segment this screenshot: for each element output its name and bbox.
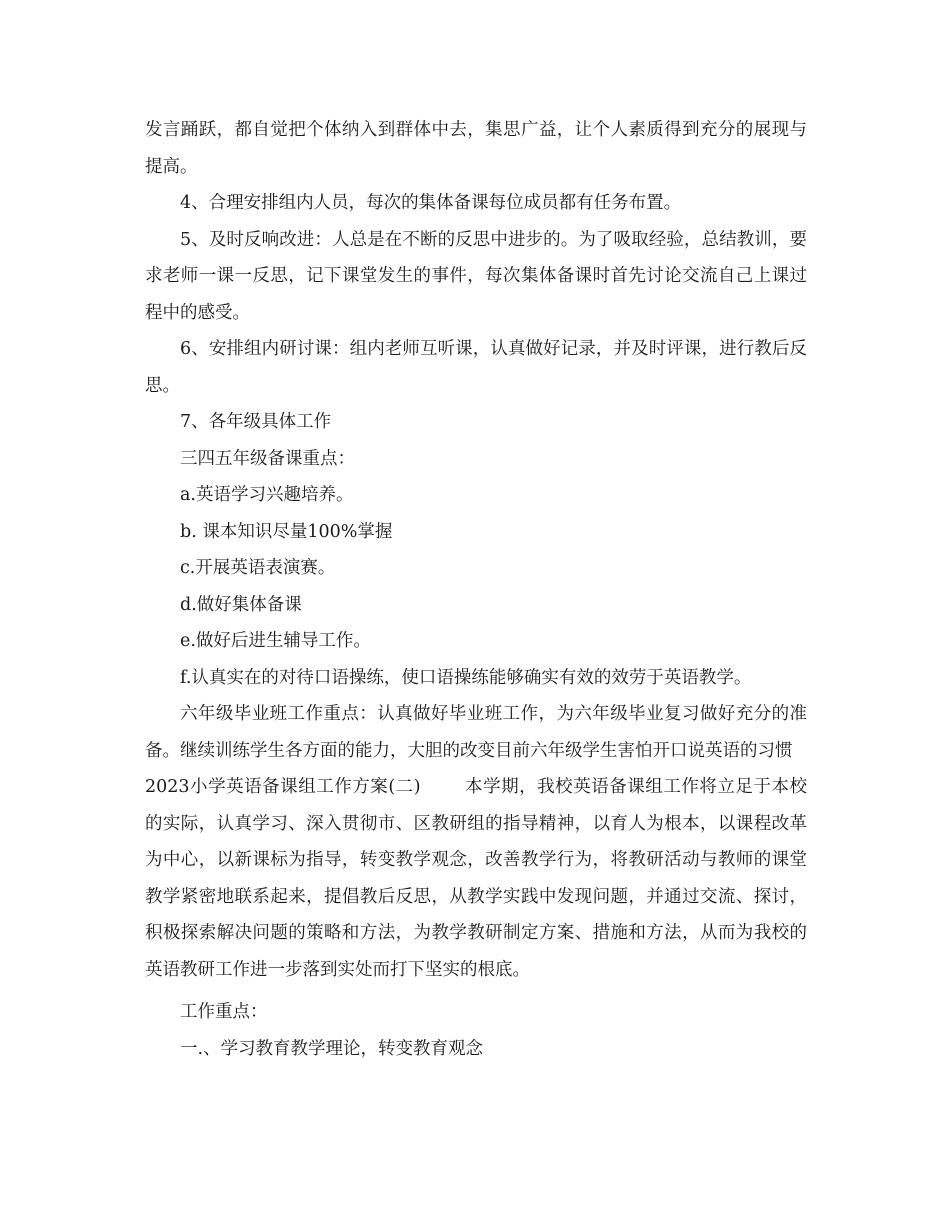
paragraph-grade-345-heading: 三四五年级备课重点： [180, 448, 355, 469]
paragraph-item-5: 5、及时反响改进：人总是在不断的反思中进步的。为了吸取经验，总结教训，要求老师一课一反思，记下课堂发生的事件，每次集体备课时首先讨论交流自己上课过程中的感受。 [145, 229, 807, 323]
paragraph-item-7: 7、各年级具体工作 [180, 412, 332, 432]
list-item-b: b. 课本知识尽量100%掌握 [180, 521, 393, 542]
paragraph-item-4: 4、合理安排组内人员，每次的集体备课每位成员都有任务布置。 [180, 193, 682, 213]
list-item-c: c.开展英语表演赛。 [180, 558, 336, 578]
paragraph-plan-2 [145, 769, 807, 988]
list-item-d: d.做好集体备课 [180, 594, 302, 615]
paragraph-section-one: 一.、学习教育教学理论，转变教育观念 [180, 1038, 484, 1059]
paragraph-grade-6: 六年级毕业班工作重点：认真做好毕业班工作，为六年级毕业复习做好充分的准备。继续训练学生各方面的能力，大胆的改变目前六年级学生害怕开口说英语的习惯 [145, 704, 807, 761]
list-item-e: e.做好后进生辅导工作。 [180, 631, 371, 651]
list-item-f: f.认真实在的对待口语操练，使口语操练能够确实有效的效劳于英语教学。 [180, 667, 752, 688]
paragraph-item-6: 6、安排组内研讨课：组内老师互听课，认真做好记录，并及时评课，进行教后反思。 [145, 339, 807, 396]
plan-2-title: 2023小学英语备课组工作方案(二) [145, 777, 421, 797]
list-item-a: a.英语学习兴趣培养。 [180, 485, 354, 505]
paragraph-work-focus: 工作重点： [180, 1002, 268, 1022]
document-body [145, 112, 807, 1067]
paragraph-continuation: 发言踊跃，都自觉把个体纳入到群体中去，集思广益，让个人素质得到充分的展现与提高。 [145, 120, 807, 177]
plan-2-body: 本学期，我校英语备课组工作将立足于本校的实际，认真学习、深入贯彻市、区教研组的指导精神，以育人为根本，以课程改革为中心，以新课标为指导，转变教学观念，改善教学行为，将教研活动与教师的课堂教学紧密地联系起来，提倡教后反思，从教学实践中发现问题，并通过交流、探讨，积极探索解决问题的策略和方法，为教学教研制定方案、措施和方法，从而为我校的英语教研工作进一步落到实处而打下坚实的根底。 [145, 777, 807, 980]
